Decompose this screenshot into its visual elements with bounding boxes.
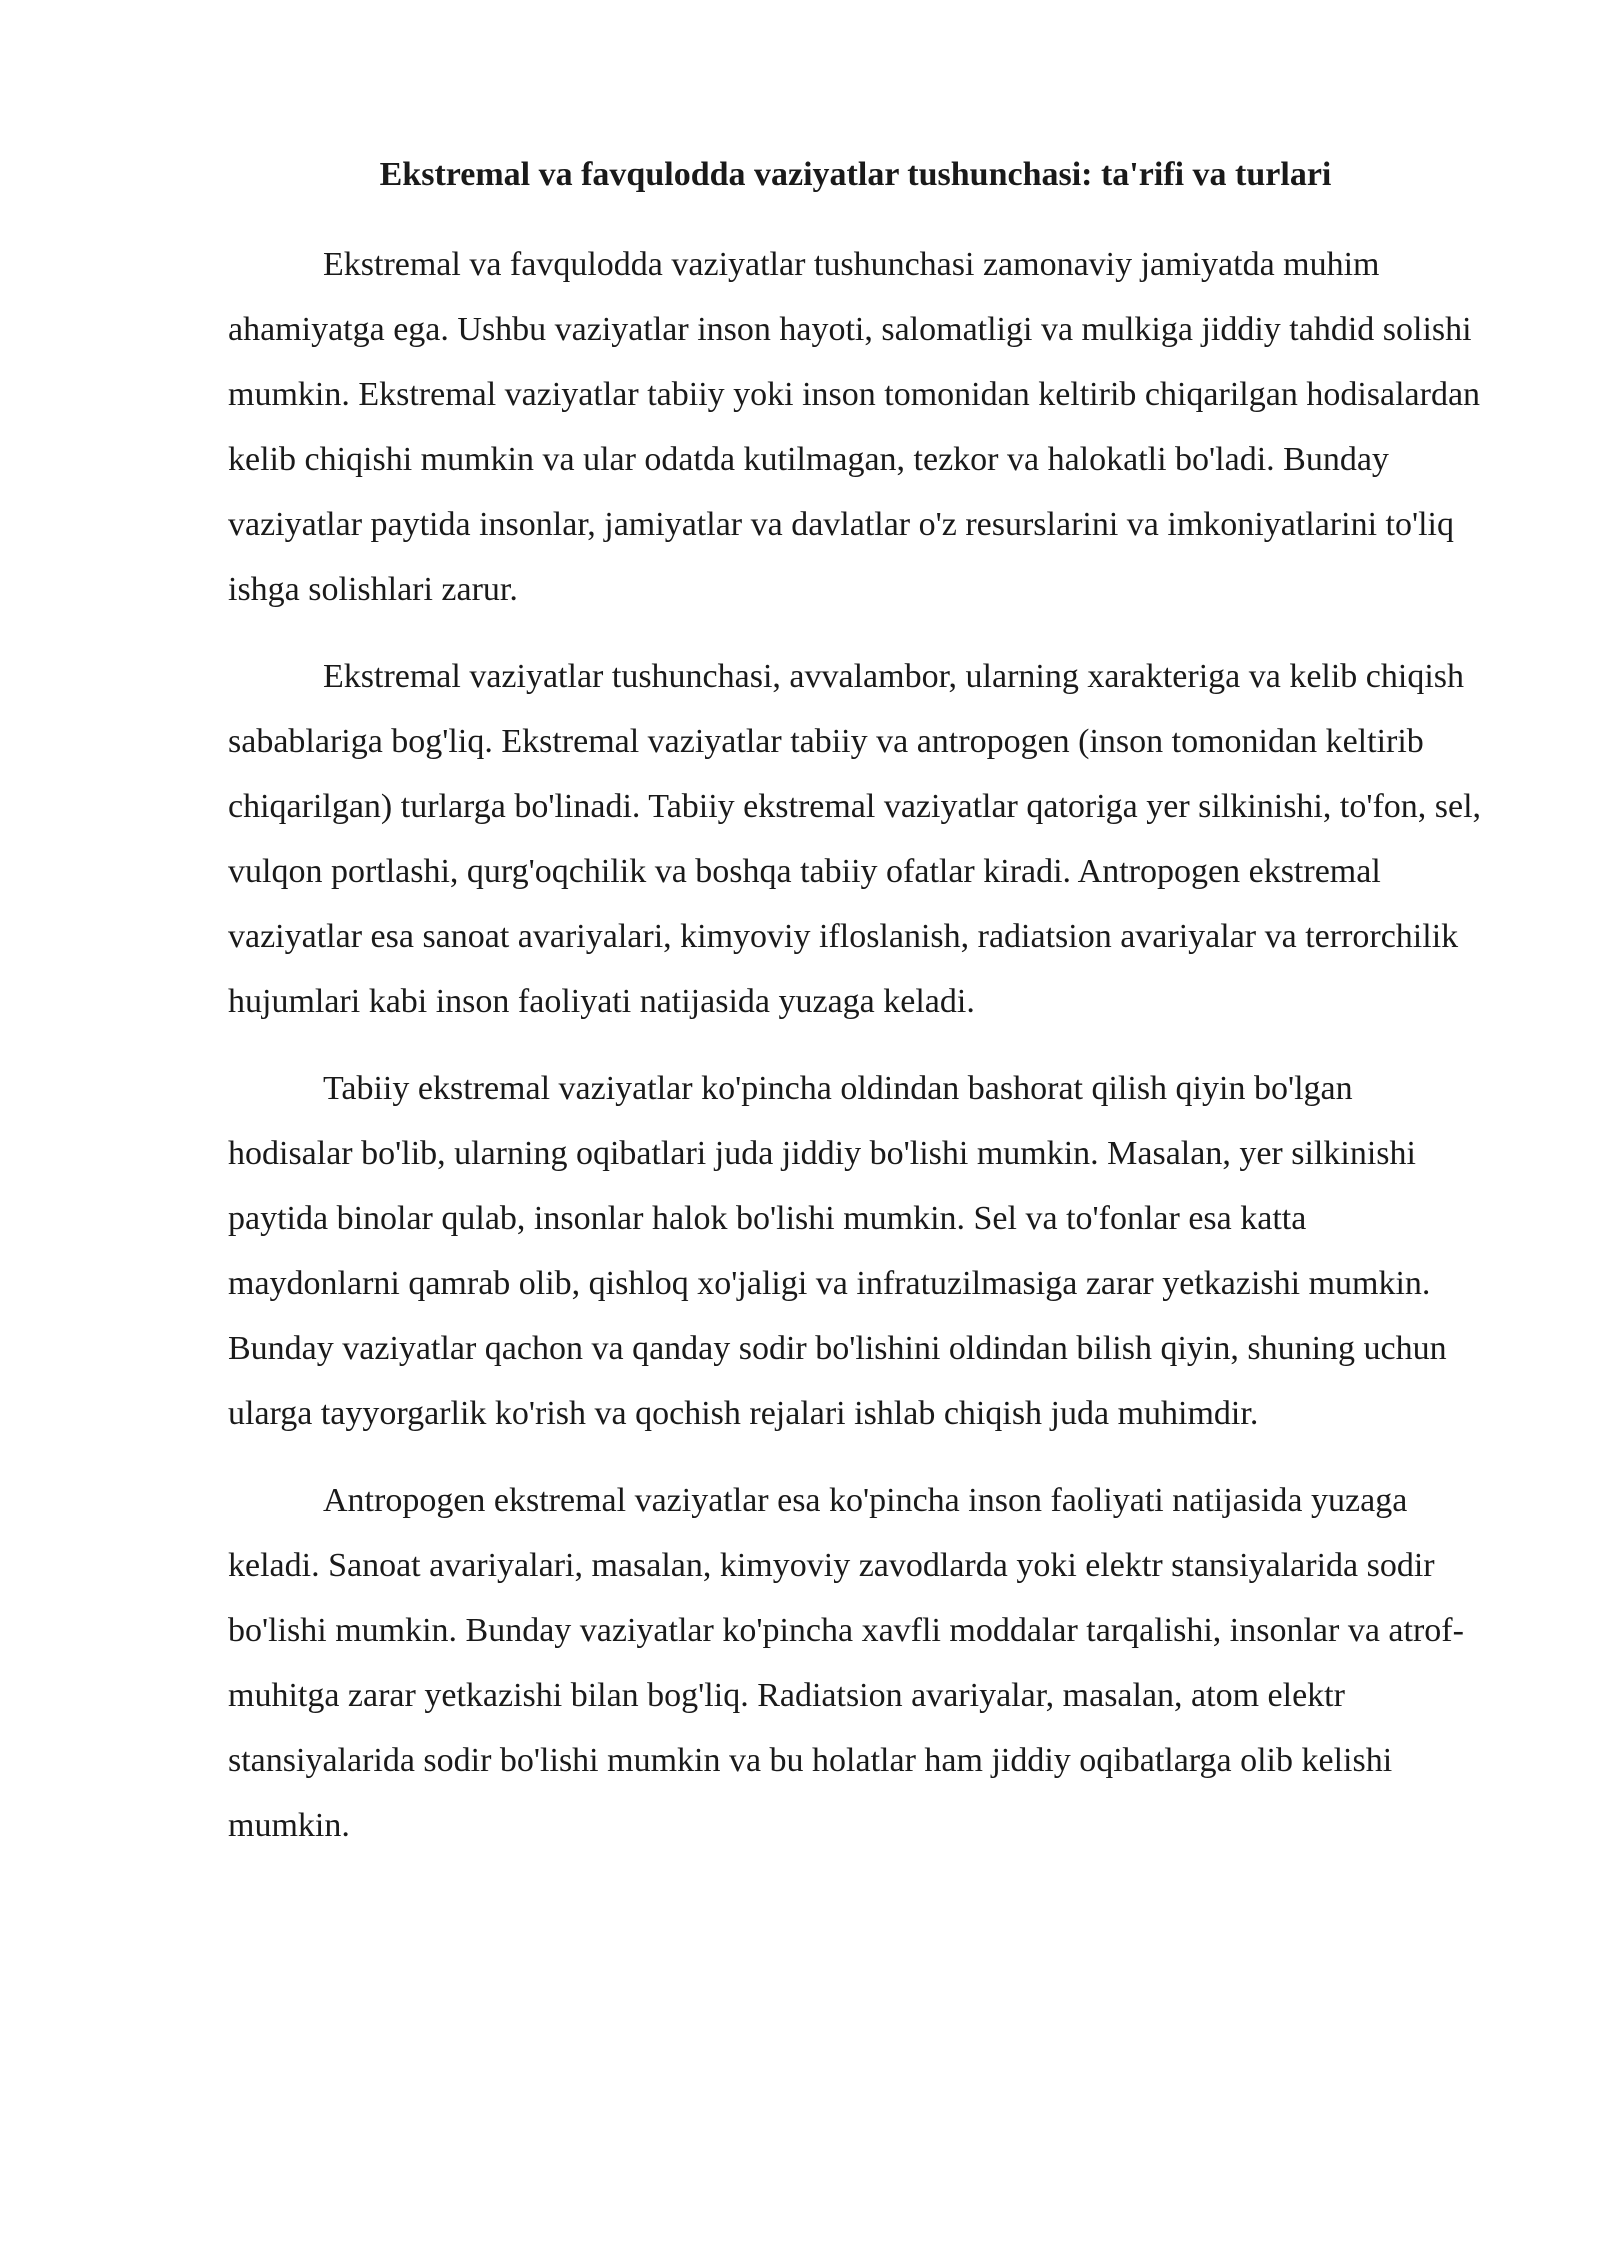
paragraph: Tabiiy ekstremal vaziyatlar ko'pincha oldindan bashorat qilish qiyin bo'lgan hodisalar bo'lib, ularning oqibatlari juda jiddiy bo'lishi mumkin. Masalan, yer silkinishi paytida binolar qulab, insonlar halok bo'lishi mumkin. Sel va to'fonlar esa katta maydonlarni qamrab olib, qishloq xo'jaligi va infratuzilmasiga zarar yetkazishi mumkin. Bunday vaziyatlar qachon va qanday sodir bo'lishini oldindan bilish qiyin, shuning uchun ularga tayyorgarlik ko'rish va qochish rejalari ishlab chiqish juda muhimdir. — [228, 1070, 1447, 1432]
document-body — [228, 232, 1483, 1880]
paragraph: Ekstremal vaziyatlar tushunchasi, avvalambor, ularning xarakteriga va kelib chiqish sabablariga bog'liq. Ekstremal vaziyatlar tabiiy va antropogen (inson tomonidan keltirib chiqarilgan) turlarga bo'linadi. Tabiiy ekstremal vaziyatlar qatoriga yer silkinishi, to'fon, sel, vulqon portlashi, qurg'oqchilik va boshqa tabiiy ofatlar kiradi. Antropogen ekstremal vaziyatlar esa sanoat avariyalari, kimyoviy ifloslanish, radiatsion avariyalar va terrorchilik hujumlari kabi inson faoliyati natijasida yuzaga keladi. — [228, 658, 1482, 1020]
paragraph: Ekstremal va favqulodda vaziyatlar tushunchasi zamonaviy jamiyatda muhim ahamiyatga ega. Ushbu vaziyatlar inson hayoti, salomatligi va mulkiga jiddiy tahdid solishi mumkin. Ekstremal vaziyatlar tabiiy yoki inson tomonidan keltirib chiqarilgan hodisalardan kelib chiqishi mumkin va ular odatda kutilmagan, tezkor va halokatli bo'ladi. Bunday vaziyatlar paytida insonlar, jamiyatlar va davlatlar o'z resurslarini va imkoniyatlarini to'liq ishga solishlari zarur. — [228, 246, 1481, 608]
document-title: Ekstremal va favqulodda vaziyatlar tushunchasi: ta'rifi va turlari — [379, 156, 1332, 193]
paragraph: Antropogen ekstremal vaziyatlar esa ko'pincha inson faoliyati natijasida yuzaga keladi. Sanoat avariyalari, masalan, kimyoviy zavodlarda yoki elektr stansiyalarida sodir bo'lishi mumkin. Bunday vaziyatlar ko'pincha xavfli moddalar tarqalishi, insonlar va atrof-muhitga zarar yetkazishi bilan bog'liq. Radiatsion avariyalar, masalan, atom elektr stansiyalarida sodir bo'lishi mumkin va bu holatlar ham jiddiy oqibatlarga olib kelishi mumkin. — [228, 1482, 1464, 1844]
